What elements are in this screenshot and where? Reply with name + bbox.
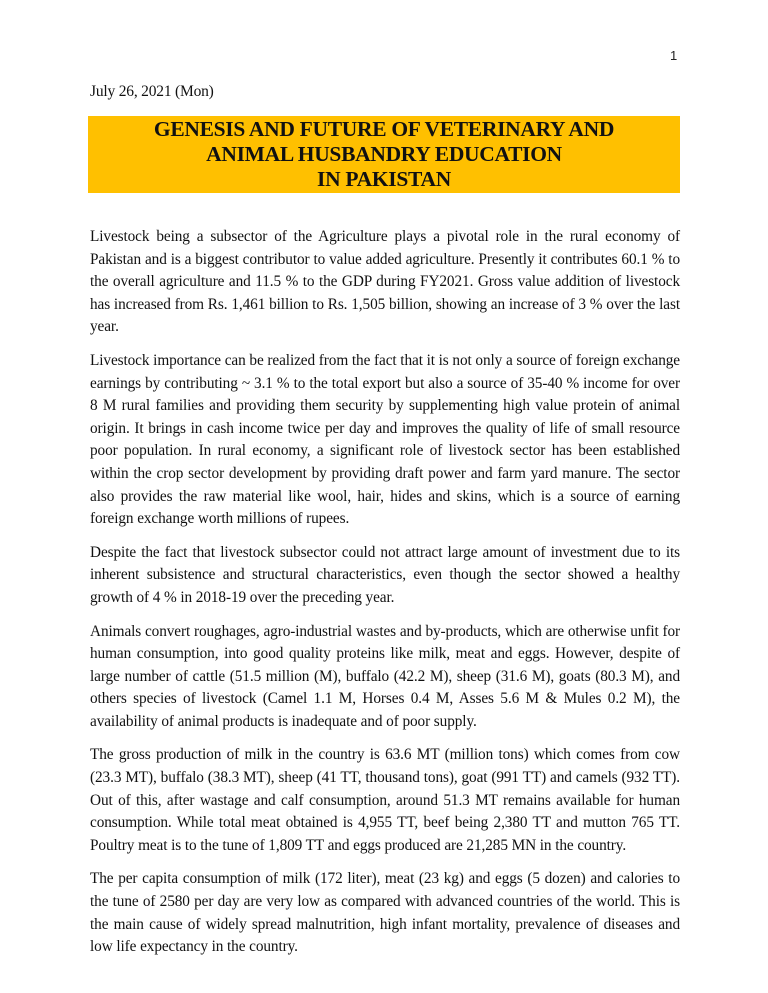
paragraph-milk-meat-production: The gross production of milk in the country is 63.6 MT (million tons) which comes from cow (23.3 MT), buffalo (38.3 MT), sheep (41 TT, thousand tons), goat (991 TT) and camels (932 TT). Out of this, after wastage and calf consumption, around 51.3 MT remains available for human consumption. While total meat obtained is 4,955 TT, beef being 2,380 TT and mutton 765 TT. Poultry meat is to the tune of 1,809 TT and eggs produced are 21,285 MN in the country. [90,746,680,854]
paragraph-investment: Despite the fact that livestock subsector could not attract large amount of investment due to its inherent subsistence and structural characteristics, even though the sector showed a healthy growth of 4 % in 2018-19 over the preceding year. [90,543,680,606]
title-line-2: ANIMAL HUSBANDRY EDUCATION [206,142,562,166]
title-banner [88,116,680,193]
title-line-3: IN PAKISTAN [317,167,451,191]
paragraph-livestock-importance: Livestock importance can be realized from the fact that it is not only a source of foreign exchange earnings by contributing ~ 3.1 % to the total export but also a source of 35-40 % income for over 8 M rural families and providing them security by supplementing high value protein of animal origin. It brings in cash income twice per day and improves the quality of life of small resource poor population. In rural economy, a significant role of livestock sector has been established within the crop sector development by providing draft power and farm yard manure. The sector also provides the raw material like wool, hair, hides and skins, which is a source of earning foreign exchange worth millions of rupees. [90,351,680,528]
title-line-1: GENESIS AND FUTURE OF VETERINARY AND [153,117,615,141]
paragraph-per-capita-consumption: The per capita consumption of milk (172 liter), meat (23 kg) and eggs (5 dozen) and calories to the tune of 2580 per day are very low as compared with advanced countries of the world. This is the main cause of widely spread malnutrition, high infant mortality, prevalence of diseases and low life expectancy in the country. [90,870,680,956]
document-body [90,226,680,970]
document-date: July 26, 2021 (Mon) [90,83,214,100]
paragraph-animal-population: Animals convert roughages, agro-industrial wastes and by-products, which are otherwise unfit for human consumption, into good quality proteins like milk, meat and eggs. However, despite of large number of cattle (51.5 million (M), buffalo (42.2 M), sheep (31.6 M), goats (80.3 M), and others species of livestock (Camel 1.1 M, Horses 0.4 M, Asses 5.6 M & Mules 0.2 M), the availability of animal products is inadequate and of poor supply. [90,622,680,730]
paragraph-livestock-contribution: Livestock being a subsector of the Agriculture plays a pivotal role in the rural economy of Pakistan and is a biggest contributor to value added agriculture. Presently it contributes 60.1 % to the overall agriculture and 11.5 % to the GDP during FY2021. Gross value addition of livestock has increased from Rs. 1,461 billion to Rs. 1,505 billion, showing an increase of 3 % over the last year. [90,228,680,336]
page-number: 1 [670,48,678,63]
